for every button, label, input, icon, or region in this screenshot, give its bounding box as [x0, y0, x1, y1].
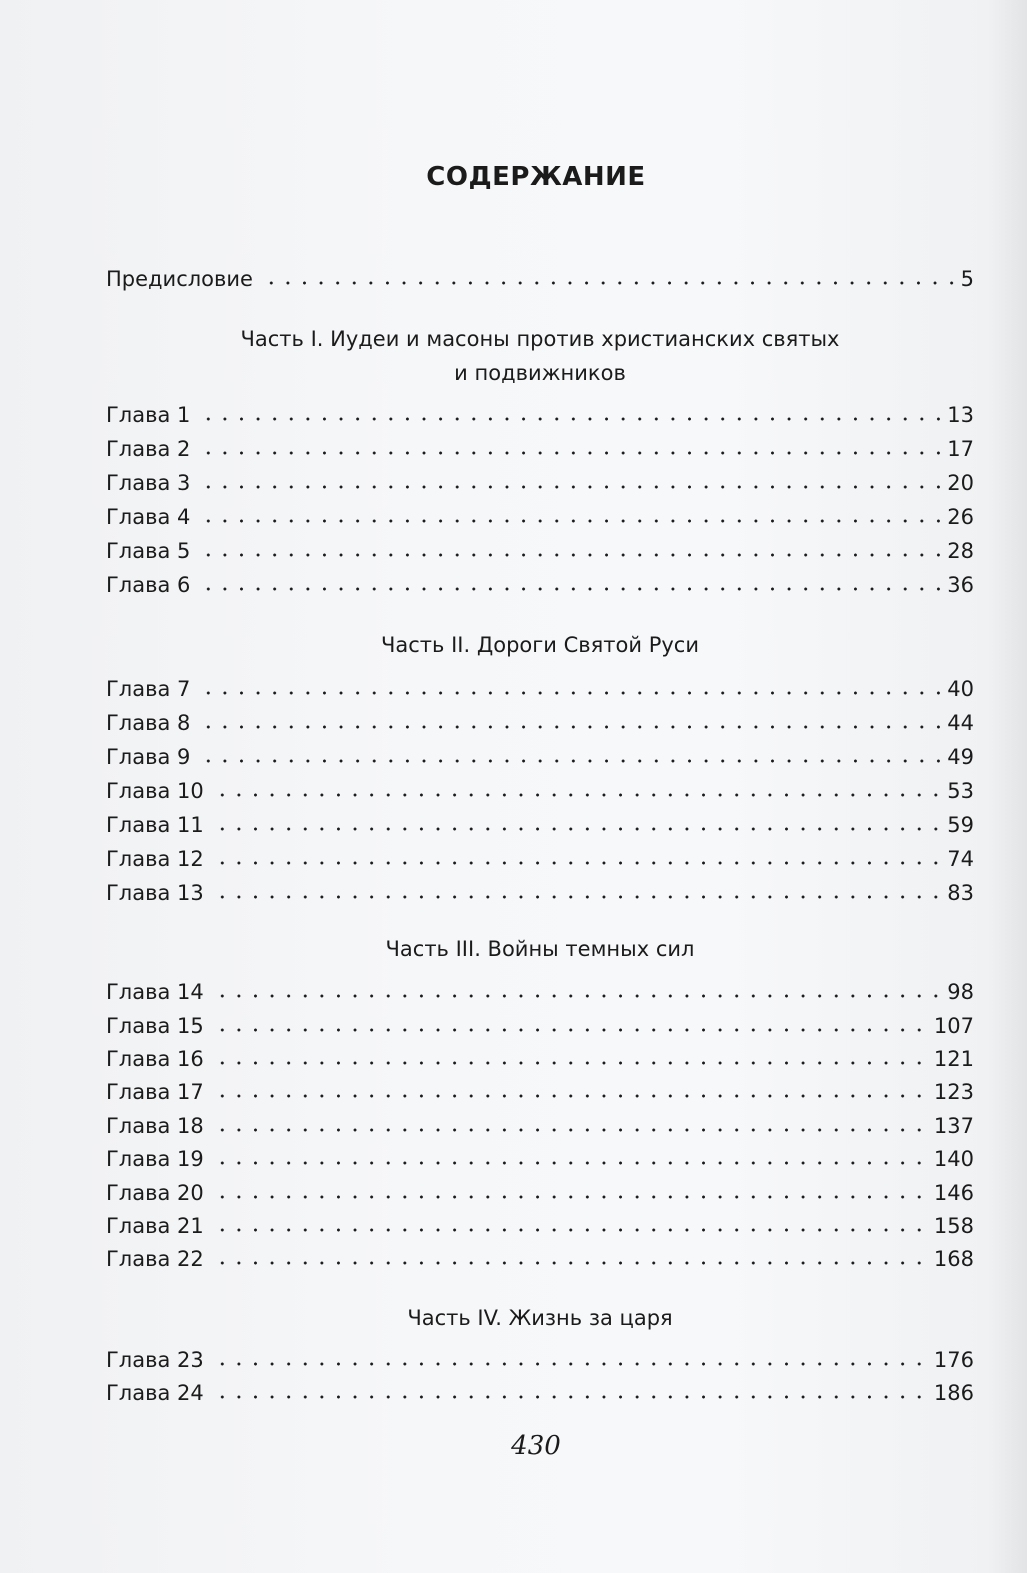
toc-entry-label: Предисловие	[106, 267, 253, 291]
dot-leader	[196, 552, 941, 558]
toc-entry-label: Глава 15	[106, 1014, 204, 1038]
toc-entry-page: 146	[933, 1181, 974, 1205]
dot-leader	[259, 280, 955, 286]
toc-entry	[106, 876, 974, 906]
toc-entry-page: 44	[947, 711, 974, 735]
toc-entry-preface	[106, 262, 974, 292]
toc-entry	[106, 975, 974, 1005]
toc-entry	[106, 842, 974, 872]
part-heading-continued: и подвижников	[454, 361, 626, 385]
toc-entry	[106, 500, 974, 530]
toc-entry-page: 121	[933, 1047, 974, 1071]
toc-entry	[106, 568, 974, 598]
toc-entry-label: Глава 7	[106, 677, 191, 701]
toc-entry	[106, 1242, 974, 1272]
toc-entry-page: 176	[933, 1348, 974, 1372]
toc-entry	[106, 808, 974, 838]
part-heading: Часть I. Иудеи и масоны против христианских святых	[240, 327, 840, 351]
toc-entry-page: 13	[947, 403, 974, 427]
toc-entry-page: 140	[933, 1147, 974, 1171]
toc-entry-label: Глава 23	[106, 1348, 204, 1372]
toc-entry	[106, 672, 974, 702]
toc-entry-page: 36	[947, 573, 974, 597]
toc-entry-page: 98	[947, 980, 974, 1004]
toc-entry-label: Глава 8	[106, 711, 191, 735]
toc-entry-label: Глава 24	[106, 1381, 204, 1405]
toc-entry-page: 59	[947, 813, 974, 837]
dot-leader	[210, 993, 942, 999]
toc-entry	[106, 774, 974, 804]
toc-entry-page: 26	[947, 505, 974, 529]
part-heading: Часть II. Дороги Святой Руси	[381, 633, 699, 657]
dot-leader	[210, 1227, 928, 1233]
toc-entry-page: 17	[947, 437, 974, 461]
dot-leader	[196, 450, 941, 456]
toc-entry-page: 28	[947, 539, 974, 563]
toc-entry-page: 137	[933, 1114, 974, 1138]
dot-leader	[210, 894, 942, 900]
dot-leader	[196, 518, 941, 524]
toc-entry-label: Глава 22	[106, 1247, 204, 1271]
toc-entry	[106, 1142, 974, 1172]
toc-entry	[106, 1009, 974, 1039]
dot-leader	[196, 724, 941, 730]
dot-leader	[210, 1160, 928, 1166]
toc-entry-label: Глава 20	[106, 1181, 204, 1205]
page-edge-shadow	[987, 0, 1027, 1573]
dot-leader	[210, 1093, 928, 1099]
toc-entry-label: Глава 2	[106, 437, 191, 461]
dot-leader	[196, 690, 941, 696]
toc-entry-label: Глава 19	[106, 1147, 204, 1171]
toc-entry-label: Глава 1	[106, 403, 191, 427]
toc-entry	[106, 740, 974, 770]
toc-entry-label: Глава 12	[106, 847, 204, 871]
page-number: 430	[511, 1431, 561, 1461]
dot-leader	[210, 1394, 928, 1400]
dot-leader	[196, 758, 941, 764]
toc-entry-page: 49	[947, 745, 974, 769]
toc-entry	[106, 1376, 974, 1406]
toc-entry	[106, 1075, 974, 1105]
dot-leader	[210, 1127, 928, 1133]
toc-entry-label: Глава 13	[106, 881, 204, 905]
toc-entry-label: Глава 16	[106, 1047, 204, 1071]
dot-leader	[210, 1027, 928, 1033]
toc-entry	[106, 466, 974, 496]
toc-entry-label: Глава 14	[106, 980, 204, 1004]
toc-entry-label: Глава 3	[106, 471, 191, 495]
toc-entry-label: Глава 9	[106, 745, 191, 769]
toc-entry	[106, 706, 974, 736]
dot-leader	[196, 586, 941, 592]
dot-leader	[210, 860, 942, 866]
dot-leader	[210, 1361, 928, 1367]
toc-entry-page: 158	[933, 1214, 974, 1238]
toc-entry-page: 53	[947, 779, 974, 803]
toc-entry-label: Глава 18	[106, 1114, 204, 1138]
toc-entry-label: Глава 5	[106, 539, 191, 563]
part-heading: Часть IV. Жизнь за царя	[407, 1306, 673, 1330]
toc-entry-label: Глава 21	[106, 1214, 204, 1238]
dot-leader	[210, 792, 942, 798]
dot-leader	[210, 1260, 928, 1266]
dot-leader	[210, 1060, 928, 1066]
toc-entry	[106, 1176, 974, 1206]
toc-title: СОДЕРЖАНИЕ	[426, 162, 646, 192]
toc-entry	[106, 398, 974, 428]
toc-entry	[106, 534, 974, 564]
toc-entry-page: 20	[947, 471, 974, 495]
toc-entry-page: 168	[933, 1247, 974, 1271]
dot-leader	[210, 826, 942, 832]
toc-entry-page: 83	[947, 881, 974, 905]
dot-leader	[210, 1194, 928, 1200]
toc-entry-label: Глава 10	[106, 779, 204, 803]
toc-entry-label: Глава 11	[106, 813, 204, 837]
dot-leader	[196, 484, 941, 490]
toc-entry-page: 74	[947, 847, 974, 871]
toc-entry-page: 40	[947, 677, 974, 701]
part-heading: Часть III. Войны темных сил	[385, 937, 695, 961]
toc-entry-label: Глава 4	[106, 505, 191, 529]
toc-entry	[106, 1209, 974, 1239]
toc-entry	[106, 1343, 974, 1373]
toc-entry	[106, 432, 974, 462]
toc-entry	[106, 1109, 974, 1139]
toc-entry-page: 186	[933, 1381, 974, 1405]
toc-entry-page: 107	[933, 1014, 974, 1038]
toc-entry-page: 123	[933, 1080, 974, 1104]
toc-entry	[106, 1042, 974, 1072]
dot-leader	[196, 416, 941, 422]
toc-entry-label: Глава 6	[106, 573, 191, 597]
toc-entry-label: Глава 17	[106, 1080, 204, 1104]
toc-entry-page: 5	[960, 267, 974, 291]
